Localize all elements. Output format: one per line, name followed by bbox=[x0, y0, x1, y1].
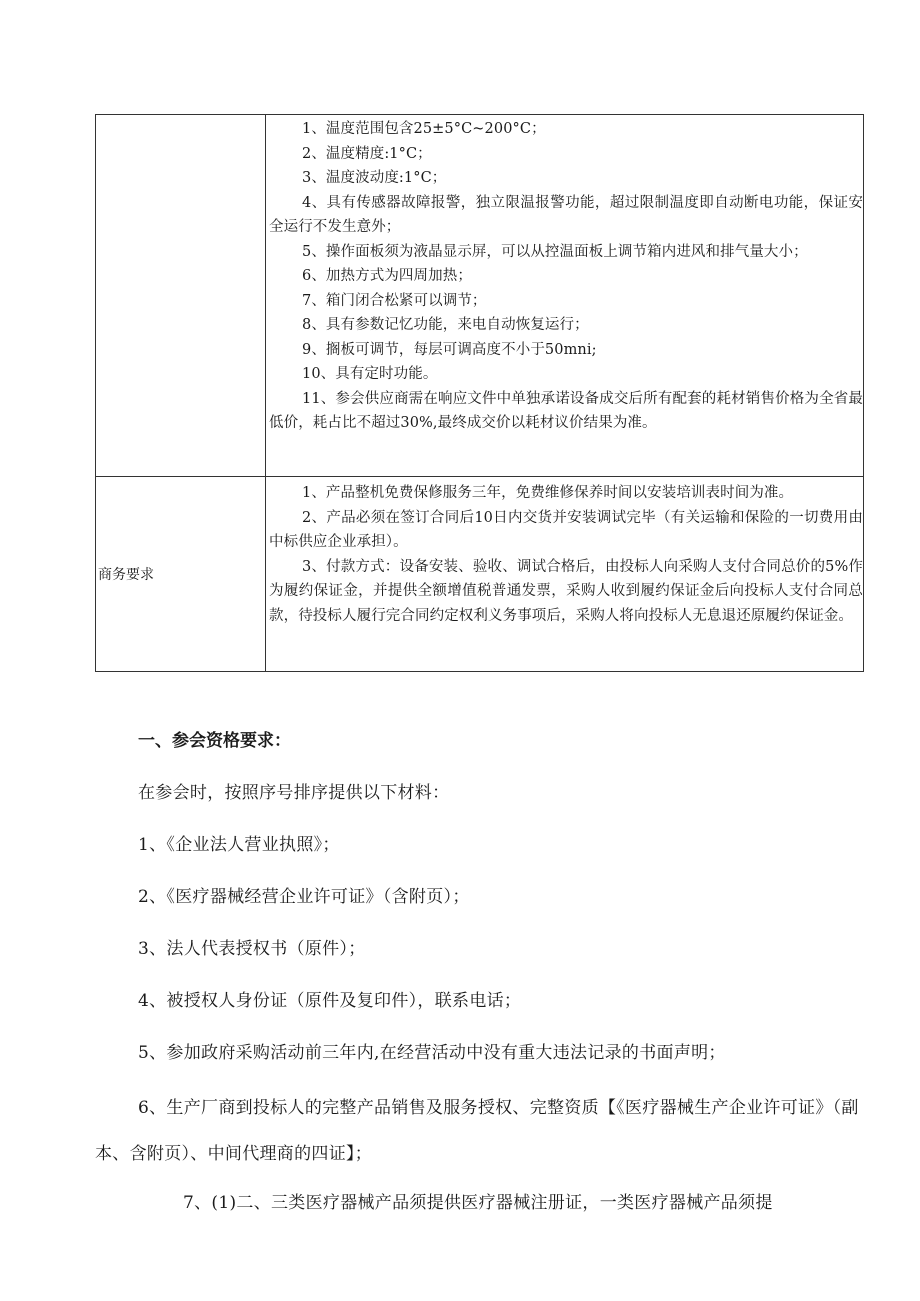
list-item: 10、具有定时功能。 bbox=[302, 366, 438, 382]
list-item: 2、产品必须在签订合同后10日内交货并安装调试完毕（有关运输和保险的一切费用由中标供应企业承担）。 bbox=[269, 509, 863, 550]
list-item: 4、被授权人身份证（原件及复印件），联系电话； bbox=[138, 991, 522, 1011]
list-item: 1、温度范围包含25±5°C~200°C； bbox=[302, 121, 546, 137]
list-item: 1、《企业法人营业执照》； bbox=[138, 835, 340, 855]
qualification-section bbox=[95, 723, 863, 1235]
list-item: 7、箱门闭合松紧可以调节； bbox=[302, 292, 487, 309]
list-item: 2、温度精度:1°C； bbox=[302, 145, 432, 162]
list-item: 6、加热方式为四周加热； bbox=[302, 268, 472, 284]
list-item: 1、产品整机免费保修服务三年，免费维修保养时间以安装培训表时间为准。 bbox=[302, 485, 794, 501]
list-item: 8、具有参数记忆功能，来电自动恢复运行； bbox=[302, 317, 589, 333]
business-requirements-cell bbox=[266, 477, 864, 672]
row-label-empty bbox=[96, 115, 266, 477]
list-item: 5、操作面板须为液晶显示屏，可以从控温面板上调节箱内进风和排气量大小； bbox=[302, 243, 808, 260]
technical-requirements-cell bbox=[266, 115, 864, 477]
list-item: 7、(1)二、三类医疗器械产品须提供医疗器械注册证，一类医疗器械产品须提 bbox=[183, 1193, 773, 1213]
section-intro: 在参会时，按照序号排序提供以下材料： bbox=[138, 783, 450, 803]
table-row-technical bbox=[96, 115, 864, 477]
list-item: 5、参加政府采购活动前三年内,在经营活动中没有重大违法记录的书面声明； bbox=[138, 1043, 726, 1063]
list-item: 6、生产厂商到投标人的完整产品销售及服务授权、完整资质【《医疗器械生产企业许可证》（副本、含附页）、中间代理商的四证】； bbox=[95, 1098, 859, 1164]
table-row-business bbox=[96, 477, 864, 672]
list-item: 3、法人代表授权书（原件）； bbox=[138, 939, 366, 959]
list-item: 3、付款方式：设备安装、验收、调试合格后，由投标人向采购人支付合同总价的5%作为履约保证金，并提供全额增值税普通发票，采购人收到履约保证金后向投标人支付合同总款，待投标人履行完合同约定权利义务事项后，采购人将向投标人无息退还原履约保证金。 bbox=[269, 558, 863, 624]
list-item: 4、具有传感器故障报警，独立限温报警功能，超过限制温度即自动断电功能，保证安全运行不发生意外； bbox=[269, 194, 863, 235]
list-item: 11、参会供应商需在响应文件中单独承诺设备成交后所有配套的耗材销售价格为全省最低价，耗占比不超过30%,最终成交价以耗材议价结果为准。 bbox=[269, 390, 863, 431]
row-label-business: 商务要求 bbox=[96, 477, 266, 672]
spec-table bbox=[95, 114, 864, 672]
section-heading: 一、参会资格要求： bbox=[138, 731, 291, 751]
list-item: 3、温度波动度:1°C； bbox=[302, 170, 447, 186]
list-item: 9、搁板可调节，每层可调高度不小于50mni; bbox=[302, 341, 597, 358]
list-item: 2、《医疗器械经营企业许可证》（含附页）； bbox=[138, 887, 470, 907]
